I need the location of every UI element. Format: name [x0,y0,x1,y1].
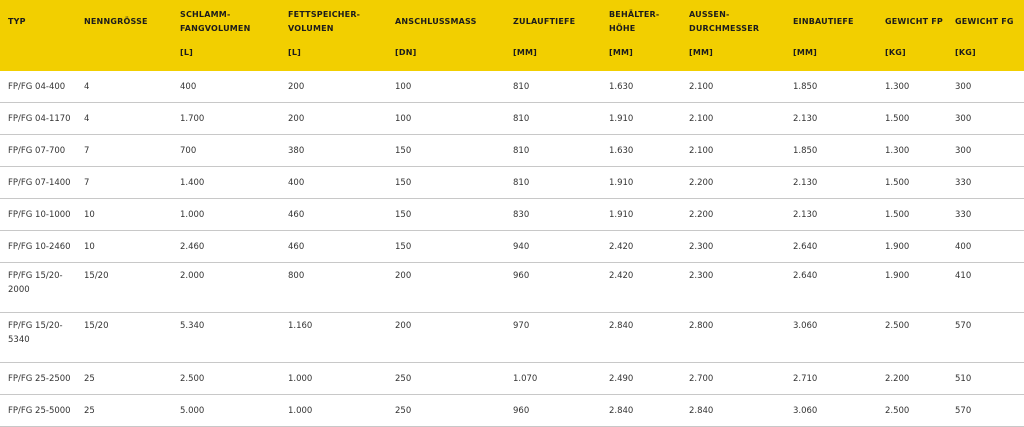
table-cell: 150 [387,231,505,263]
table-cell: 1.910 [601,103,681,135]
table-cell: 2.100 [681,135,785,167]
table-cell: 2.490 [601,363,681,395]
table-row [0,313,1024,363]
table-cell: 15/20 [76,263,172,313]
table-cell: FP/FG 07-700 [0,135,76,167]
table-cell: 2.200 [877,363,947,395]
table-cell: 100 [387,71,505,103]
table-cell: 1.000 [280,363,387,395]
table-cell: 2.300 [681,231,785,263]
table-cell: 570 [947,313,1024,363]
table-cell: 400 [947,231,1024,263]
column-header-nenngroesse: NENNGRÖSSE [76,0,172,44]
table-cell: 2.000 [172,263,280,313]
table-cell: 250 [387,363,505,395]
table-row [0,395,1024,427]
column-header-typ: TYP [0,0,76,44]
table-row [0,167,1024,199]
table-cell: 1.070 [505,363,601,395]
table-cell: 2.840 [681,395,785,427]
table-row [0,71,1024,103]
table-cell: 810 [505,103,601,135]
table-cell: 1.900 [877,231,947,263]
table-cell: 810 [505,71,601,103]
table-cell: 2.200 [681,167,785,199]
column-unit: [DN] [387,44,505,71]
table-cell: FP/FG 15/20-5340 [0,313,76,363]
table-cell: 200 [280,103,387,135]
table-cell: 460 [280,231,387,263]
column-unit: [L] [172,44,280,71]
table-cell: FP/FG 10-1000 [0,199,76,231]
table-cell: 25 [76,395,172,427]
table-cell: 2.700 [681,363,785,395]
table-cell: 330 [947,199,1024,231]
table-cell: 400 [172,71,280,103]
table-cell: 150 [387,135,505,167]
column-unit: [MM] [505,44,601,71]
column-header-label: BEHÄLTER-HÖHE [609,10,660,33]
table-cell: FP/FG 25-2500 [0,363,76,395]
table-cell: 10 [76,231,172,263]
table-cell: 570 [947,395,1024,427]
column-unit: [KG] [877,44,947,71]
table-cell: 1.850 [785,135,877,167]
table-cell: 2.500 [172,363,280,395]
table-cell: 380 [280,135,387,167]
table-row [0,263,1024,313]
table-cell: 2.500 [877,395,947,427]
table-cell: 200 [280,71,387,103]
table-cell: 1.300 [877,135,947,167]
column-header-gewicht-fg: GEWICHT FG [947,0,1024,44]
table-row [0,199,1024,231]
table-cell: 2.200 [681,199,785,231]
table-cell: 1.700 [172,103,280,135]
table-cell: 100 [387,103,505,135]
table-cell: 2.840 [601,395,681,427]
table-cell: 2.130 [785,167,877,199]
table-cell: 4 [76,71,172,103]
table-cell: 2.640 [785,263,877,313]
table-cell: 1.850 [785,71,877,103]
table-cell: 7 [76,135,172,167]
table-cell: 400 [280,167,387,199]
table-cell: 1.160 [280,313,387,363]
table-body [0,71,1024,427]
table-cell: 200 [387,313,505,363]
table-cell: 810 [505,167,601,199]
table-cell: 810 [505,135,601,167]
column-unit: [MM] [601,44,681,71]
table-cell: 830 [505,199,601,231]
table-cell: 2.640 [785,231,877,263]
table-cell: 1.630 [601,71,681,103]
table-cell: 960 [505,395,601,427]
table-cell: 250 [387,395,505,427]
table-cell: 1.900 [877,263,947,313]
table-row [0,135,1024,167]
table-cell: 2.420 [601,231,681,263]
table-cell: 1.500 [877,199,947,231]
table-cell: 10 [76,199,172,231]
table-cell: 1.300 [877,71,947,103]
column-unit: [L] [280,44,387,71]
table-cell: FP/FG 15/20-2000 [0,263,76,313]
column-unit: [MM] [785,44,877,71]
table-row [0,231,1024,263]
column-unit: [MM] [681,44,785,71]
table-cell: FP/FG 04-1170 [0,103,76,135]
table-cell: 25 [76,363,172,395]
table-cell: 1.630 [601,135,681,167]
table-cell: 150 [387,167,505,199]
column-header-anschlussmass: ANSCHLUSSMASS [387,0,505,44]
table-cell: 300 [947,103,1024,135]
table-cell: 1.910 [601,199,681,231]
table-cell: 2.100 [681,103,785,135]
column-header-zulauftiefe: ZULAUFTIEFE [505,0,601,44]
table-cell: 2.130 [785,199,877,231]
table-cell: 410 [947,263,1024,313]
table-cell: FP/FG 04-400 [0,71,76,103]
table-cell: 7 [76,167,172,199]
column-header-aussendurchmesser [681,0,785,44]
column-header-gewicht-fp: GEWICHT FP [877,0,947,44]
column-header-schlammfangvolumen [172,0,280,44]
table-row [0,103,1024,135]
column-header-label: SCHLAMM-FANGVOLUMEN [180,10,251,33]
table-cell: 2.420 [601,263,681,313]
table-cell: 1.400 [172,167,280,199]
table-cell: 2.460 [172,231,280,263]
table-cell: FP/FG 10-2460 [0,231,76,263]
table-cell: 330 [947,167,1024,199]
table-cell: 3.060 [785,395,877,427]
table-cell: 1.910 [601,167,681,199]
column-unit [0,44,76,71]
table-cell: 2.840 [601,313,681,363]
table-cell: 300 [947,135,1024,167]
table-cell: 2.710 [785,363,877,395]
table-cell: 1.000 [172,199,280,231]
table-cell: 200 [387,263,505,313]
column-header-fettspeichervolumen [280,0,387,44]
table-cell: 3.060 [785,313,877,363]
table-row [0,363,1024,395]
table-cell: 510 [947,363,1024,395]
table-cell: 2.130 [785,103,877,135]
table-cell: 700 [172,135,280,167]
table-cell: 2.300 [681,263,785,313]
table-cell: 15/20 [76,313,172,363]
table-cell: 1.000 [280,395,387,427]
table-cell: FP/FG 07-1400 [0,167,76,199]
table-cell: FP/FG 25-5000 [0,395,76,427]
table-cell: 970 [505,313,601,363]
column-unit [76,44,172,71]
table-cell: 2.500 [877,313,947,363]
table-cell: 2.800 [681,313,785,363]
table-cell: 940 [505,231,601,263]
table-cell: 5.340 [172,313,280,363]
table-cell: 4 [76,103,172,135]
column-header-label: AUSSEN-DURCHMESSER [689,10,760,33]
table-cell: 2.100 [681,71,785,103]
table-cell: 5.000 [172,395,280,427]
table-cell: 1.500 [877,103,947,135]
column-header-einbautiefe: EINBAUTIEFE [785,0,877,44]
column-header-behaelterhoehe [601,0,681,44]
column-header-label: FETTSPEICHER-VOLUMEN [288,10,361,33]
table-cell: 460 [280,199,387,231]
table-cell: 960 [505,263,601,313]
table-cell: 800 [280,263,387,313]
table-cell: 150 [387,199,505,231]
table-cell: 300 [947,71,1024,103]
table-cell: 1.500 [877,167,947,199]
column-unit: [KG] [947,44,1024,71]
